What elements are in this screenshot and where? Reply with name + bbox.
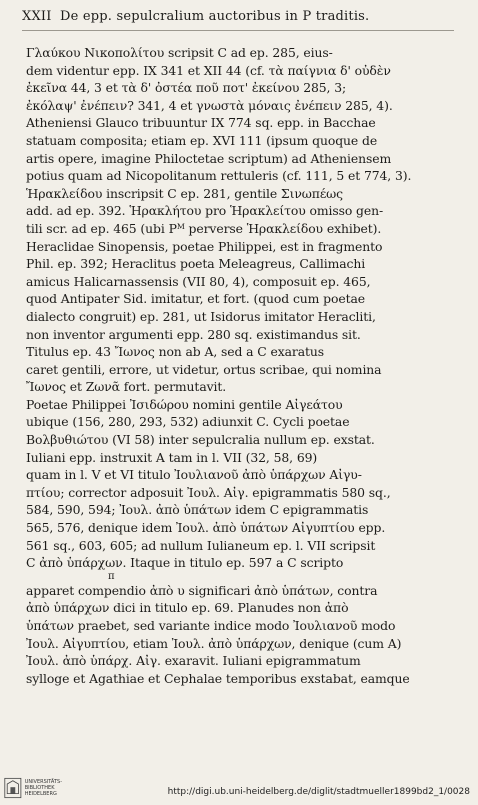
text-line: 584, 590, 594; Ἰουλ. ἀπὸ ὑπάτων idem C epigrammatis (26, 502, 369, 518)
text-line: Iuliani epp. instruxit A tam in l. VII (32, 58, 69) (26, 449, 318, 465)
text-line: ἀπὸ ὑπάρχων dici in titulo ep. 69. Planudes non ἀπὸ (26, 600, 349, 616)
text-line: Βολβυθιώτου (VI 58) inter sepulcralia nullum ep. exstat. (26, 432, 375, 448)
library-name: UNIVERSITÄTS- BIBLIOTHEK HEIDELBERG (24, 779, 62, 797)
page-number: XXII (22, 9, 52, 24)
text-line: Ἰουλ. ἀπὸ ὑπάρχ. Αἰγ. exaravit. Iuliani epigrammatum (26, 653, 361, 669)
text-line: dialecto congruit) ep. 281, ut Isidorus imitator Heracliti, (26, 308, 376, 324)
text-line: Heraclidae Sinopensis, poetae Philippei, est in fragmento (26, 238, 383, 254)
text-line: ἐκεῖνα 44, 3 et τὰ δ' ὀστέα ποῦ ποτ' ἐκείνου 285, 3; (26, 80, 347, 96)
text-line: 561 sq., 603, 605; ad nullum Iulianeum ep. l. VII scripsit (26, 537, 376, 553)
text-line: quam in l. V et VI titulo Ἰουλιανοῦ ἀπὸ ὑπάρχων Αἰγυ- (26, 467, 362, 483)
text-line: Ἡρακλείδου inscripsit C ep. 281, gentile Σινωπέως (26, 185, 343, 201)
library-logo (4, 773, 62, 803)
text-line: Atheniensi Glauco tribuuntur IX 774 sq. epp. in Bacchae (26, 115, 376, 131)
text-line: ὑπάτων praebet, sed variante indice modo Ἰουλιανοῦ modo (26, 618, 396, 633)
text-line: apparet compendio ἀπὸ υ significari ἀπὸ ὑπάτων, contra (26, 582, 378, 598)
text-line: 565, 576, denique idem Ἰουλ. ἀπὸ ὑπάτων Αἰγυπτίου epp. (26, 520, 386, 536)
text-line: add. ad ep. 392. Ἡρακλήτου pro Ἡρακλείτου omisso gen- (26, 203, 384, 219)
text-line: C ἀπὸ ὑπάρχων. Itaque in titulo ep. 597 a C scripto (26, 555, 344, 571)
text-line: caret gentili, errore, ut videtur, ortus scribae, qui nomina (26, 361, 382, 377)
text-line: potius quam ad Nicopolitanum rettuleris (cf. 111, 5 et 774, 3). (26, 168, 412, 184)
running-header (22, 9, 454, 27)
text-line: Ἰουλ. Αἰγυπτίου, etiam Ἰουλ. ἀπὸ ὑπάρχων, denique (cum A) (26, 635, 402, 651)
text-line: sylloge et Agathiae et Cephalae temporibus exstabat, eamque (26, 670, 410, 686)
text-line: πτίου; corrector adposuit Ἰουλ. Αἰγ. epigrammatis 580 sq., (26, 484, 391, 500)
text-line: Γλαύκου Νικοπολίτου scripsit C ad ep. 285, eius- (26, 45, 333, 60)
header-rule (22, 30, 454, 31)
page-footer (0, 773, 478, 805)
text-line: π (108, 570, 115, 582)
text-line: tili scr. ad ep. 465 (ubi Pᴹ perverse Ἡρακλείδου exhibet). (26, 220, 382, 236)
text-line: artis opere, imagine Philoctetae scriptum) ad Atheniensem (26, 150, 392, 166)
text-line: non inventor argumenti epp. 280 sq. existimandus sit. (26, 326, 361, 342)
text-line: ἐκόλαψ' ἐνέπειν? 341, 4 et γνωστὰ μόναις ἐνέπειν 285, 4). (26, 97, 393, 113)
body-text (26, 44, 454, 687)
text-line: Titulus ep. 43 Ἴωνος non ab A, sed a C exaratus (26, 344, 325, 360)
source-url-link[interactable]: http://digi.ub.uni-heidelberg.de/diglit/stadtmueller1899bd2_1/0028 (167, 787, 470, 797)
text-line: amicus Halicarnassensis (VII 80, 4), composuit ep. 465, (26, 273, 371, 289)
text-line: Poetae Philippei Ἰσιδώρου nomini gentile Αἰγεάτου (26, 396, 343, 412)
text-line: Ἴωνος et Ζωνᾶ fort. permutavit. (26, 379, 227, 395)
text-line: Phil. ep. 392; Heraclitus poeta Meleagreus, Callimachi (26, 256, 366, 272)
seal-icon (4, 775, 22, 801)
text-line: ubique (156, 280, 293, 532) adiunxit C. Cycli poetae (26, 414, 350, 430)
text-line: statuam composita; etiam ep. XVI 111 (ipsum quoque de (26, 132, 378, 148)
running-title: De epp. sepulcralium auctoribus in P traditis. (60, 9, 370, 24)
text-line: dem videntur epp. IX 341 et XII 44 (cf. τὰ παίγνια δ' οὐδὲν (26, 62, 391, 78)
text-line: quod Antipater Sid. imitatur, et fort. (quod cum poetae (26, 291, 365, 307)
